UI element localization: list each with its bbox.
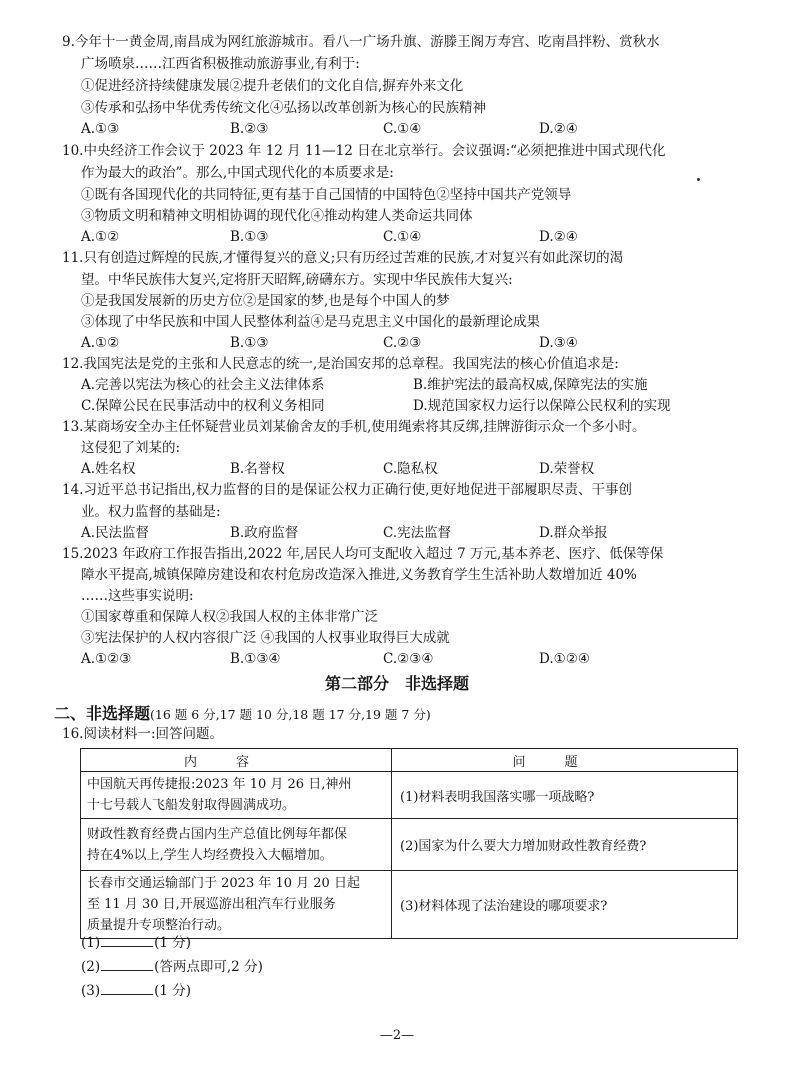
q15-option-d: D.①②④: [539, 651, 590, 667]
answer-line-3: [81, 979, 191, 999]
q15-option-c: C.②③④: [383, 651, 434, 667]
part2-heading-line: [54, 701, 431, 724]
q12-option-d: D.规范国家权力运行以保障公民权利的实现: [413, 398, 671, 414]
q11-option-d: D.③④: [539, 335, 578, 351]
q13-stem-line2: 这侵犯了刘某的:: [81, 440, 181, 456]
q9-statement-2: ③传承和弘扬中华优秀传统文化④弘扬以改革创新为核心的民族精神: [81, 100, 486, 116]
answer-1-label: (1): [81, 935, 101, 951]
q10-stem-line2: 作为最大的政治”。那么,中国式现代化的本质要求是:: [81, 165, 394, 181]
q16-material-table: [80, 748, 738, 939]
q12-option-c: C.保障公民在民事活动中的权利义务相同: [81, 398, 325, 414]
part2-heading: 二、非选择题: [54, 704, 151, 723]
q13-option-a: A.姓名权: [81, 461, 136, 477]
q11-option-b: B.①③: [230, 335, 269, 351]
q12-option-b: B.维护宪法的最高权威,保障宪法的实施: [413, 377, 648, 393]
table-header-question: 问题: [392, 749, 738, 772]
q13-option-c: C.隐私权: [383, 461, 438, 477]
q11-statement-1: ①是我国发展新的历史方位②是国家的梦,也是每个中国人的梦: [81, 293, 450, 309]
q16-stem: 16.阅读材料一:回答问题。: [62, 726, 224, 742]
answer-2-blank[interactable]: [101, 956, 153, 971]
q13-stem-line1: 13.某商场安全办主任怀疑营业员刘某偷舍友的手机,使用绳索将其反绑,挂牌游街示众一个多小时。: [62, 419, 646, 435]
answer-line-2: [81, 955, 263, 975]
q9-option-b: B.②③: [230, 121, 269, 137]
q11-option-a: A.①②: [81, 335, 120, 351]
answer-3-note: (1 分): [154, 983, 192, 999]
q13-option-d: D.荣誉权: [539, 461, 595, 477]
row2-question: (2)国家为什么要大力增加财政性教育经费?: [392, 819, 738, 871]
table-row: [81, 871, 738, 939]
row3-content-line2: 至 11 月 30 日,开展巡游出租汽车行业服务: [87, 897, 336, 912]
row3-question: (3)材料体现了法治建设的哪项要求?: [392, 871, 738, 939]
q9-option-d: D.②④: [539, 121, 578, 137]
q14-option-a: A.民法监督: [81, 525, 150, 541]
q14-option-c: C.宪法监督: [383, 525, 452, 541]
row1-question: (1)材料表明我国落实哪一项战略?: [392, 772, 738, 819]
answer-3-label: (3): [81, 983, 101, 999]
row1-content-line2: 十七号载人飞船发射取得圆满成功。: [87, 798, 296, 813]
q10-statement-2: ③物质文明和精神文明相协调的现代化④推动构建人类命运共同体: [81, 208, 473, 224]
q9-option-a: A.①③: [81, 121, 120, 137]
q15-stem-line3: ……这些事实说明:: [81, 588, 194, 604]
answer-2-label: (2): [81, 959, 101, 975]
q10-option-d: D.②④: [539, 229, 578, 245]
row1-content: [81, 772, 392, 819]
q11-stem-line2: 望。中华民族伟大复兴,定将肝天昭辉,磅礴东方。实现中华民族伟大复兴:: [81, 272, 513, 288]
stray-mark: [697, 178, 700, 181]
table-row: [81, 819, 738, 871]
row1-content-line1: 中国航天再传捷报:2023 年 10 月 26 日,神州: [87, 777, 352, 792]
q9-stem-line2: 广场喷泉……江西省积极推动旅游事业,有利于:: [81, 56, 360, 72]
answer-2-note: (答两点即可,2 分): [154, 959, 263, 975]
row2-content-line2: 持在4%以上,学生人均经费投入大幅增加。: [87, 847, 333, 863]
part2-points: (16 题 6 分,17 题 10 分,18 题 17 分,19 题 7 分): [150, 707, 431, 722]
q9-option-c: C.①④: [383, 121, 422, 137]
q10-option-a: A.①②: [81, 229, 120, 245]
q9-stem-line1: 9.今年十一黄金周,南昌成为网红旅游城市。看八一广场升旗、游滕王阁万寿宫、吃南昌拌粉、赏秋水: [62, 34, 660, 50]
q15-statement-1: ①国家尊重和保障人权②我国人权的主体非常广泛: [81, 609, 378, 625]
q15-option-b: B.①③④: [230, 651, 281, 667]
q12-stem: 12.我国宪法是党的主张和人民意志的统一,是治国安邦的总章程。我国宪法的核心价值追求是:: [62, 356, 619, 372]
q10-option-c: C.①④: [383, 229, 422, 245]
q11-statement-2: ③体现了中华民族和中国人民整体利益④是马克思主义中国化的最新理论成果: [81, 314, 540, 330]
answer-1-blank[interactable]: [101, 932, 153, 947]
q15-stem-line1: 15.2023 年政府工作报告指出,2022 年,居民人均可支配收入超过 7 万元,基本养老、医疗、低保等保: [62, 546, 664, 562]
row3-content: [81, 871, 392, 939]
q14-stem-line2: 业。权力监督的基础是:: [81, 504, 221, 520]
q14-option-d: D.群众举报: [539, 525, 608, 541]
q10-statement-1: ①既有各国现代化的共同特征,更有基于自己国情的中国特色②坚持中国共产党领导: [81, 187, 572, 203]
q10-stem-line1: 10.中央经济工作会议于 2023 年 12 月 11—12 日在北京举行。会议强调:“必须把推进中国式现代化: [62, 143, 666, 159]
q14-option-b: B.政府监督: [230, 525, 299, 541]
row2-content: [81, 819, 392, 871]
table-row: [81, 772, 738, 819]
answer-3-blank[interactable]: [101, 980, 153, 995]
q10-option-b: B.①③: [230, 229, 269, 245]
row3-content-line1: 长春市交通运输部门于 2023 年 10 月 20 日起: [87, 876, 360, 891]
part2-title: 第二部分 非选择题: [324, 674, 469, 693]
q15-statement-2: ③宪法保护的人权内容很广泛 ④我国的人权事业取得巨大成就: [81, 630, 450, 646]
q15-stem-line2: 障水平提高,城镇保障房建设和农村危房改造深入推进,义务教育学生生活补助人数增加近 40%: [81, 567, 637, 583]
row2-content-line1: 财政性教育经费占国内生产总值比例每年都保: [87, 826, 348, 842]
q11-option-c: C.②③: [383, 335, 422, 351]
answer-1-note: (1 分): [154, 935, 192, 951]
q15-option-a: A.①②③: [81, 651, 132, 667]
q12-option-a: A.完善以宪法为核心的社会主义法律体系: [81, 377, 325, 393]
answer-line-1: [81, 931, 191, 951]
q9-statement-1: ①促进经济持续健康发展②提升老俵们的文化自信,摒弃外来文化: [81, 78, 464, 94]
q13-option-b: B.名誉权: [230, 461, 285, 477]
q11-stem-line1: 11.只有创造过辉煌的民族,才懂得复兴的意义;只有历经过苦难的民族,才对复兴有如此深切的渴: [62, 250, 624, 266]
page-number: —2—: [379, 1028, 415, 1043]
row3-content-line3: 质量提升专项整治行动。: [87, 918, 231, 933]
table-header-content: 内容: [81, 749, 392, 772]
q14-stem-line1: 14.习近平总书记指出,权力监督的目的是保证公权力正确行使,更好地促进干部履职尽责、干事创: [62, 482, 633, 498]
